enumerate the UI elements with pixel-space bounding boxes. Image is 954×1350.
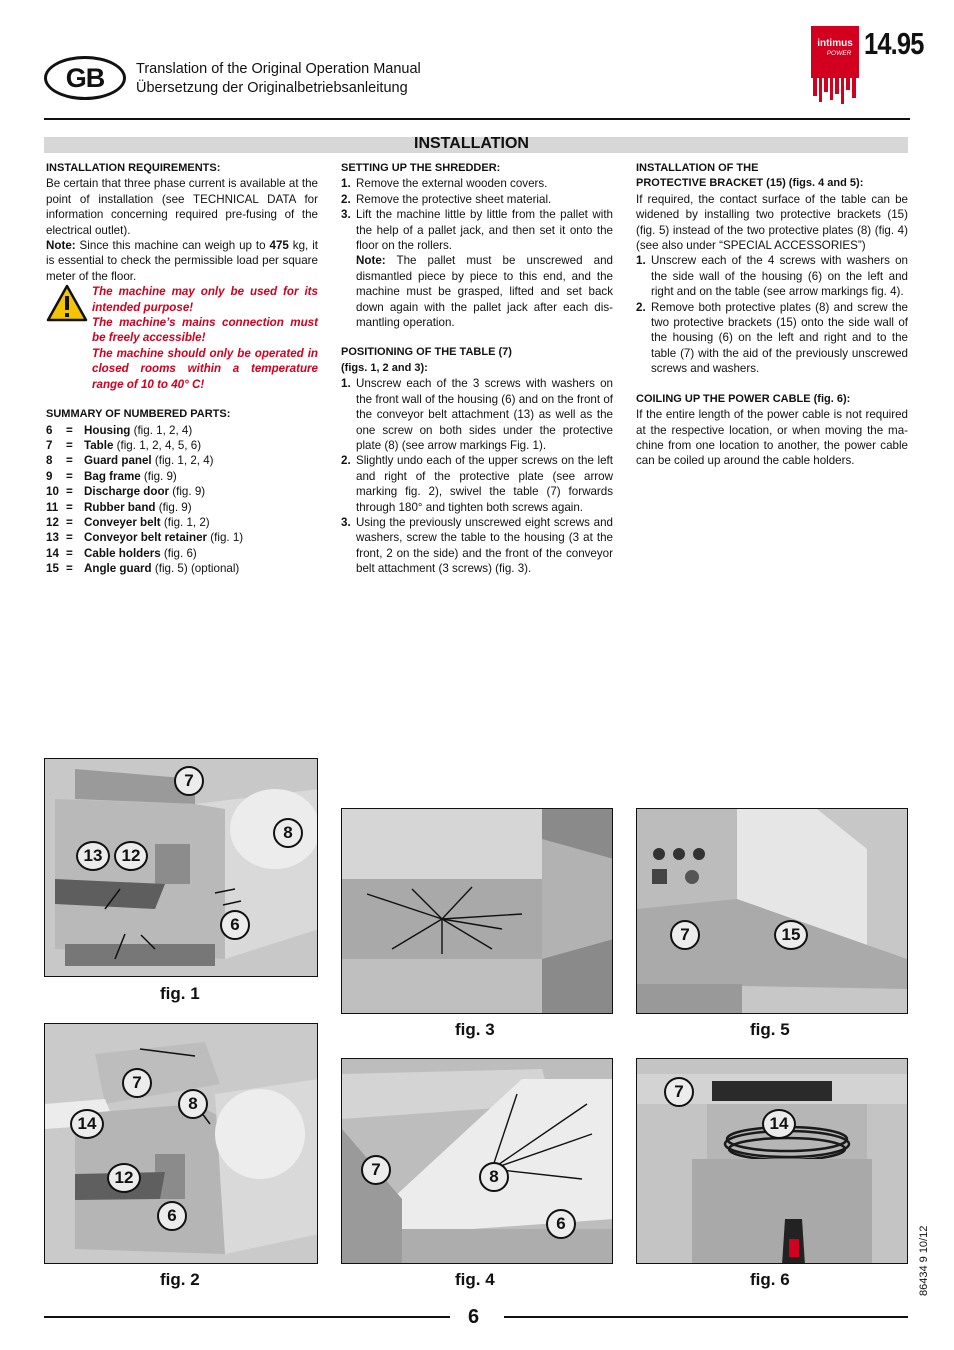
column-3: [636, 161, 908, 469]
fig1-label-13: 13: [76, 841, 110, 871]
requirements-text: Be certain that three phase current is available at the point of installation (see TECHNICAL DATA for information concerning required pre-fusing of the electrical outlet).: [46, 177, 318, 237]
part-number: 9: [46, 469, 53, 483]
parts-list-item: [46, 515, 318, 530]
warning-intended-purpose: The machine may only be used for its intended purpose!: [92, 285, 318, 314]
part-equals: =: [66, 423, 73, 437]
header-rule: [44, 118, 910, 120]
fig2-caption: fig. 2: [160, 1270, 200, 1289]
cable-text: If the entire length of the power cable is not required at the respective location, or when moving the ma-chine from one location to another, the power cable can be coiled up around the cable holders.: [636, 408, 908, 468]
table-step: 3. Using the previously unscrewed eight screws and washers, screw the table to the housing (3 at the front, 2 on the side) and the front of the conveyor belt attachment (3 screws) (fig. 3).: [341, 515, 613, 576]
intimus-logo: [811, 26, 859, 106]
parts-list-item: [46, 530, 318, 545]
part-number: 14: [46, 546, 59, 560]
setup-step: 2. Remove the protective sheet material.: [341, 192, 552, 206]
fig1-label-8: 8: [273, 818, 303, 848]
bracket-text: If required, the contact surface of the table can be widened by installing two protective brackets (15) (fig. 5) instead of the two protective plates (8) (fig. 4) (see also under “SPECIAL ACCESSORIES”): [636, 192, 908, 253]
part-description: Bag frame (fig. 9): [84, 469, 177, 483]
warning-mains-connection: The machine’s mains connection must be freely accessible!: [92, 316, 318, 345]
part-number: 6: [46, 423, 53, 437]
parts-list-item: [46, 500, 318, 515]
part-equals: =: [66, 515, 73, 529]
requirements-heading: INSTALLATION REQUIREMENTS:: [46, 162, 221, 174]
part-description: Discharge door (fig. 9): [84, 485, 206, 499]
part-number: 13: [46, 531, 59, 545]
bracket-steps: [636, 253, 908, 376]
figure-5-photo: [636, 808, 908, 1014]
part-equals: =: [66, 562, 73, 576]
table-heading: POSITIONING OF THE TABLE (7): [341, 346, 512, 359]
header-line-2: Übersetzung der Originalbetriebsanleitung: [136, 80, 408, 96]
part-description: Rubber band (fig. 9): [84, 500, 192, 514]
fig4-label-7: 7: [361, 1155, 391, 1185]
figure-2-drawing: [45, 1024, 318, 1264]
part-number: 12: [46, 515, 59, 529]
fig4-caption: fig. 4: [455, 1270, 495, 1289]
fig5-label-15: 15: [774, 920, 808, 950]
table-heading-figs: (figs. 1, 2 and 3):: [341, 361, 428, 374]
fig2-label-7: 7: [122, 1068, 152, 1098]
parts-list-item: [46, 438, 318, 453]
bracket-heading: INSTALLATION OF THE: [636, 162, 759, 174]
part-number: 11: [46, 500, 59, 514]
fig6-label-14: 14: [762, 1109, 796, 1139]
section-title: INSTALLATION: [414, 135, 529, 152]
warning-temperature: The machine should only be operated in closed rooms within a temperature range of 10 to 40° C!: [92, 346, 318, 391]
figure-3-drawing: [342, 809, 613, 1014]
bracket-step: 2. Remove both protective plates (8) and screw the two protective brackets (15) onto the side wall of the housing (6) on the left and right and to the table (7) with the aid of the previously unscrewed screws and washers.: [636, 300, 908, 376]
fig1-label-12: 12: [114, 841, 148, 871]
fig3-caption: fig. 3: [455, 1020, 495, 1039]
figure-5-drawing: [637, 809, 908, 1014]
model-number: 14.95: [864, 26, 924, 61]
fig4-label-6: 6: [546, 1209, 576, 1239]
setup-note: Note: The pallet must be unscrewed and dismantled piece by piece to this end, and the machine must be grasped, lifted and set back down again with the pallet jack after each dis-mantling operation.: [356, 254, 613, 330]
parts-heading: SUMMARY OF NUMBERED PARTS:: [46, 408, 231, 421]
parts-list-item: [46, 423, 318, 438]
setup-step: 1. Remove the external wooden covers.: [341, 177, 548, 191]
setup-steps: [341, 176, 613, 330]
part-equals: =: [66, 531, 73, 545]
parts-list-item: [46, 484, 318, 499]
fig1-label-6: 6: [220, 910, 250, 940]
svg-text:intimus: intimus: [817, 38, 853, 49]
part-equals: =: [66, 546, 73, 560]
part-description: Conveyor belt retainer (fig. 1): [84, 531, 244, 545]
header-line-1: Translation of the Original Operation Manual: [136, 61, 421, 77]
table-step: 1. Unscrew each of the 3 screws with washers on the front wall of the housing (6) and on the front of the conveyor belt attachment (13) as well as the one screw on both sides under the protective plate (8) (see arrow markings Fig. 1).: [341, 377, 613, 452]
part-description: Housing (fig. 1, 2, 4): [84, 423, 193, 437]
fig2-label-6: 6: [157, 1201, 187, 1231]
part-number: 8: [46, 454, 53, 468]
figure-3-photo: [341, 808, 613, 1014]
fig1-label-7: 7: [174, 766, 204, 796]
fig6-label-7: 7: [664, 1077, 694, 1107]
part-equals: =: [66, 500, 73, 514]
footer-rule-right: [504, 1316, 908, 1318]
bracket-step: 1. Unscrew each of the 4 screws with washers on the side wall of the housing (6) on the left and right and on the table (see arrow markings fig. 4).: [636, 254, 908, 299]
part-number: 10: [46, 485, 59, 499]
page-number: 6: [468, 1306, 480, 1328]
part-equals: =: [66, 454, 73, 468]
fig2-label-14: 14: [70, 1109, 104, 1139]
part-equals: =: [66, 438, 73, 452]
parts-list-item: [46, 453, 318, 468]
parts-list-item: [46, 546, 318, 561]
country-badge: [44, 56, 126, 100]
setup-heading: SETTING UP THE SHREDDER:: [341, 162, 501, 174]
part-equals: =: [66, 485, 73, 499]
document-id: 86434 9 10/12: [918, 1225, 930, 1296]
warning-icon: [46, 284, 88, 322]
part-description: Guard panel (fig. 1, 2, 4): [84, 454, 214, 468]
country-code: GB: [65, 62, 105, 93]
fig2-label-8: 8: [178, 1089, 208, 1119]
fig5-caption: fig. 5: [750, 1020, 790, 1039]
setup-step: 3. Lift the machine little by little from the pallet with the help of a pallet jack, and then set it onto the floor on the rollers. Note: The pallet must be unscrewed and dismantled piece by piece to this end, and the machine must be grasped, lifted and set back down again with the pallet jack after each dis-mantling operation.: [341, 208, 613, 330]
cable-heading: COILING UP THE POWER CABLE (fig. 6):: [636, 392, 851, 405]
footer-rule-left: [44, 1316, 450, 1318]
parts-list: [46, 423, 318, 577]
table-steps: [341, 376, 613, 576]
parts-list-item: [46, 469, 318, 484]
table-step: 2. Slightly undo each of the upper screws on the left and right of the protective plate (see arrow marking fig. 2), swivel the table (7) forwards through 180° and tighten both screws again.: [341, 454, 613, 514]
part-number: 15: [46, 562, 59, 576]
fig6-caption: fig. 6: [750, 1270, 790, 1289]
part-equals: =: [66, 469, 73, 483]
parts-list-item: [46, 561, 318, 576]
column-2: [341, 161, 613, 577]
part-description: Conveyer belt (fig. 1, 2): [84, 515, 210, 529]
part-description: Table (fig. 1, 2, 4, 5, 6): [84, 438, 202, 452]
part-description: Cable holders (fig. 6): [84, 546, 197, 560]
warning-block: [46, 284, 318, 392]
column-1: [46, 161, 318, 577]
fig2-label-12: 12: [107, 1163, 141, 1193]
fig5-label-7: 7: [670, 920, 700, 950]
part-number: 7: [46, 438, 53, 452]
part-description: Angle guard (fig. 5) (optional): [84, 562, 240, 576]
svg-text:POWER: POWER: [826, 50, 852, 57]
fig4-label-8: 8: [479, 1162, 509, 1192]
fig1-caption: fig. 1: [160, 984, 200, 1003]
bracket-heading-figs: PROTECTIVE BRACKET (15) (figs. 4 and 5):: [636, 177, 864, 190]
weight-note: Note: Since this machine can weigh up to 475 kg, it is essential to check the permissible load per square meter of the floor.: [46, 239, 318, 283]
